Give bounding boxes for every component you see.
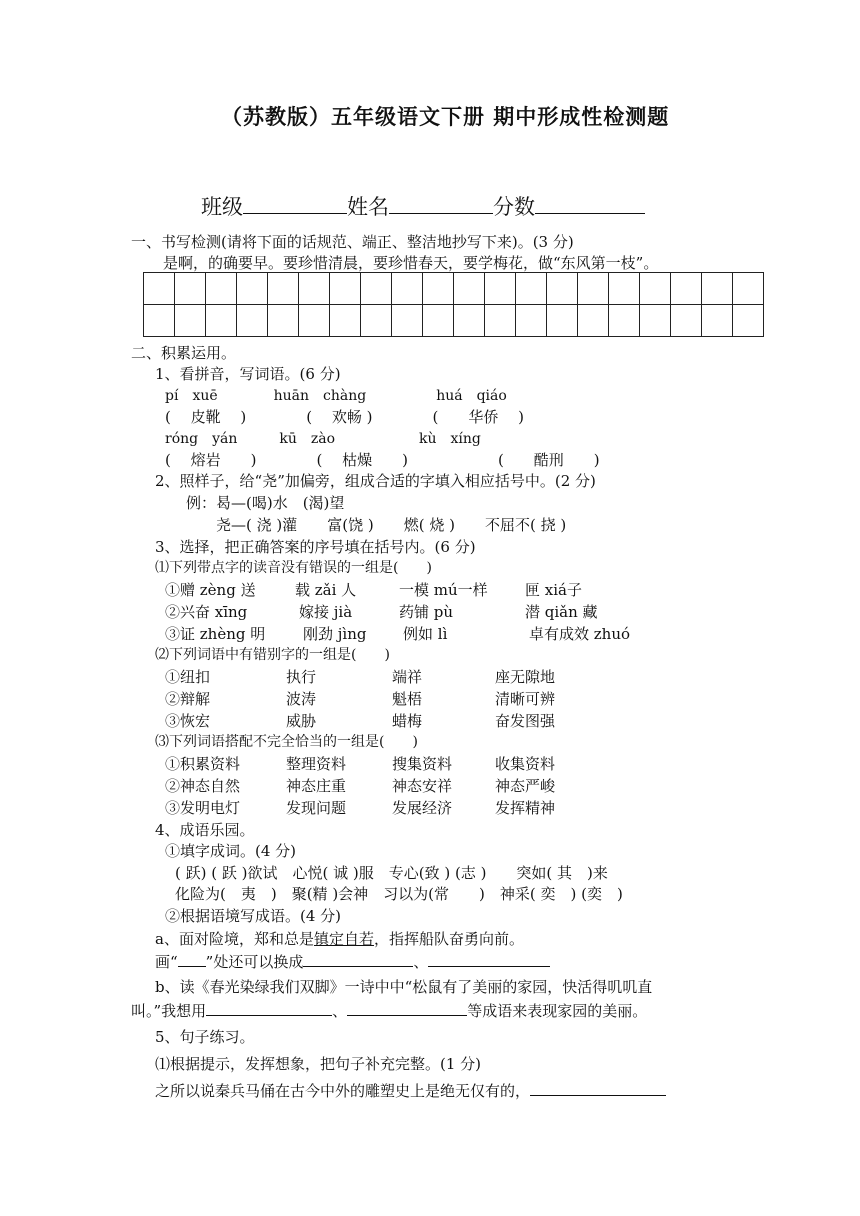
words-row-1: ( 皮靴 ) ( 欢畅 ) ( 华侨 ) (165, 408, 524, 426)
grid-cell[interactable] (485, 305, 516, 337)
grid-cell[interactable] (206, 273, 237, 305)
q5-heading: 5、句子练习。 (155, 1028, 255, 1046)
class-label: 班级 (201, 195, 243, 219)
option-cell: 神态安祥 (392, 777, 453, 795)
copy-sentence: 是啊，的确要早。要珍惜清晨，要珍惜春天，要学梅花，做“东风第一枝”。 (163, 254, 659, 272)
q4-heading: 4、成语乐园。 (155, 821, 255, 839)
grid-cell[interactable] (361, 305, 392, 337)
grid-cell[interactable] (671, 273, 702, 305)
grid-cell[interactable] (175, 273, 206, 305)
option-cell: ③恢宏 (165, 712, 211, 730)
grid-cell[interactable] (609, 273, 640, 305)
q2-example: 例：曷—(喝)水 (渴)望 (186, 494, 345, 512)
q4-b-text: 叫。”我想用 (131, 1002, 207, 1020)
q4-b-line-2 (131, 1001, 647, 1021)
q4-a-line-1 (155, 929, 524, 949)
q4-b-text: 等成语来表现家园的美丽。 (467, 1002, 648, 1020)
grid-cell[interactable] (671, 305, 702, 337)
grid-cell[interactable] (733, 305, 764, 337)
q5-sub1-heading: ⑴根据提示，发挥想象，把句子补充完整。(1 分) (155, 1055, 482, 1073)
student-info-line (201, 195, 645, 217)
q4-b-line-1: b、读《春光染绿我们双脚》一诗中中“松鼠有了美丽的家园，快活得叽叽直 (155, 978, 653, 996)
option-cell: 发现问题 (286, 799, 347, 817)
option-cell: 药铺 pù (399, 603, 454, 621)
option-cell: ①积累资料 (165, 755, 241, 773)
option-cell: 匣 xiá子 (525, 581, 582, 599)
grid-cell[interactable] (547, 273, 578, 305)
option-cell: 载 zǎi 人 (295, 581, 357, 599)
option-cell: 波涛 (286, 690, 317, 708)
q5-sentence-line (155, 1081, 666, 1101)
option-cell: 发挥精神 (495, 799, 556, 817)
grid-cell[interactable] (454, 305, 485, 337)
answer-blank[interactable] (303, 952, 413, 967)
option-cell: ③证 zhèng 明 (165, 625, 266, 643)
grid-cell[interactable] (578, 305, 609, 337)
grid-cell[interactable] (330, 273, 361, 305)
option-cell: 卓有成效 zhuó (529, 625, 631, 643)
option-cell: 神态庄重 (286, 777, 347, 795)
separator: 、 (413, 953, 429, 971)
section2-heading: 二、积累运用。 (131, 344, 237, 362)
pinyin-row-1: pí xuē huān chàng huá qiáo (165, 388, 507, 404)
option-cell: ③发明电灯 (165, 799, 241, 817)
option-cell: ②兴奋 xīng (165, 603, 248, 621)
answer-blank[interactable] (206, 1001, 332, 1016)
grid-cell[interactable] (702, 273, 733, 305)
q3-heading: 3、选择，把正确答案的序号填在括号内。(6 分) (155, 538, 476, 556)
grid-cell[interactable] (268, 273, 299, 305)
score-label: 分数 (493, 195, 535, 219)
grid-cell[interactable] (640, 305, 671, 337)
option-cell: 一模 mú一样 (399, 581, 488, 599)
option-cell: 搜集资料 (392, 755, 453, 773)
grid-row (144, 273, 764, 305)
answer-blank[interactable] (347, 1001, 467, 1016)
words-row-2: ( 熔岩 ) ( 枯燥 ) ( 酷刑 ) (165, 451, 600, 469)
name-label: 姓名 (347, 195, 389, 219)
grid-cell[interactable] (144, 273, 175, 305)
page-title: （苏教版）五年级语文下册 期中形成性检测题 (221, 104, 670, 129)
grid-cell[interactable] (206, 305, 237, 337)
q1-heading: 1、看拼音，写词语。(6 分) (155, 365, 341, 383)
option-cell: 端祥 (392, 668, 423, 686)
idiom-fill-line-2: 化险为( 夷 ) 聚(精 )会神 习以为(常 ) 神采( 奕 ) (奕 ) (175, 885, 623, 903)
grid-cell[interactable] (640, 273, 671, 305)
option-cell: 座无隙地 (495, 668, 556, 686)
q4-a-text: 画“ (155, 953, 178, 971)
q2-answer: 尧—( 浇 )灌 富(饶 ) 燃( 烧 ) 不屈不( 挠 ) (216, 516, 567, 534)
option-cell: 威胁 (286, 712, 317, 730)
grid-cell[interactable] (454, 273, 485, 305)
answer-blank[interactable] (428, 952, 550, 967)
option-cell: ①纽扣 (165, 668, 211, 686)
grid-cell[interactable] (299, 305, 330, 337)
q4-a-line-2 (155, 952, 550, 972)
q2-heading: 2、照样子，给“尧”加偏旁，组成合适的字填入相应括号中。(2 分) (155, 472, 596, 490)
q4-a-text: ，指挥船队奋勇向前。 (373, 930, 524, 948)
grid-cell[interactable] (547, 305, 578, 337)
q4-a-text: a、面对险境，郑和总是 (155, 930, 314, 948)
option-cell: 嫁接 jià (299, 603, 353, 621)
option-cell: 蜡梅 (392, 712, 423, 730)
idiom-fill-line-1: ( 跃) ( 跃 )欲试 心悦( 诚 )服 专心(致 ) (志 ) 突如( 其 )来 (175, 864, 608, 882)
grid-cell[interactable] (609, 305, 640, 337)
option-cell: ②辩解 (165, 690, 211, 708)
q4-part2-heading: ②根据语境写成语。(4 分) (165, 907, 342, 925)
option-cell: 例如 lì (403, 625, 448, 643)
score-blank[interactable] (535, 195, 645, 214)
grid-cell[interactable] (516, 273, 547, 305)
option-cell: 神态严峻 (495, 777, 556, 795)
option-cell: 魁梧 (392, 690, 423, 708)
grid-cell[interactable] (516, 305, 547, 337)
q5-sentence: 之所以说秦兵马俑在古今中外的雕塑史上是绝无仅有的， (155, 1082, 531, 1100)
grid-cell[interactable] (330, 305, 361, 337)
answer-blank[interactable] (530, 1081, 666, 1096)
writing-grid[interactable] (143, 272, 764, 337)
grid-cell[interactable] (423, 305, 454, 337)
underlined-idiom: 镇定自若 (313, 930, 374, 948)
q3-sub2-stem: ⑵下列词语中有错别字的一组是( ) (155, 647, 390, 663)
pinyin-row-2: róng yán kū zào kù xíng (165, 431, 481, 447)
separator: 、 (332, 1002, 348, 1020)
grid-cell[interactable] (237, 305, 268, 337)
grid-row (144, 305, 764, 337)
option-cell: ①赠 zèng 送 (165, 581, 256, 599)
grid-cell[interactable] (237, 273, 268, 305)
option-cell: 刚劲 jìng (303, 625, 367, 643)
q3-sub3-stem: ⑶下列词语搭配不完全恰当的一组是( ) (155, 734, 418, 750)
grid-cell[interactable] (578, 273, 609, 305)
class-blank[interactable] (243, 195, 347, 214)
option-cell: 收集资料 (495, 755, 556, 773)
option-cell: 奋发图强 (495, 712, 556, 730)
grid-cell[interactable] (702, 305, 733, 337)
grid-cell[interactable] (144, 305, 175, 337)
option-cell: 潜 qiǎn 藏 (525, 603, 598, 621)
name-blank[interactable] (389, 195, 493, 214)
grid-cell[interactable] (485, 273, 516, 305)
q4-a-text: ”处还可以换成 (205, 953, 304, 971)
grid-cell[interactable] (392, 305, 423, 337)
grid-cell[interactable] (733, 273, 764, 305)
option-cell: 清晰可辨 (495, 690, 556, 708)
option-cell: 整理资料 (286, 755, 347, 773)
quote-blank (178, 952, 206, 967)
q4-part1-heading: ①填字成词。(4 分) (165, 842, 297, 860)
option-cell: 发展经济 (392, 799, 453, 817)
option-cell: ②神态自然 (165, 777, 241, 795)
section1-heading: 一、书写检测(请将下面的话规范、端正、整洁地抄写下来)。(3 分) (131, 233, 574, 251)
grid-cell[interactable] (268, 305, 299, 337)
grid-cell[interactable] (423, 273, 454, 305)
grid-cell[interactable] (361, 273, 392, 305)
grid-cell[interactable] (392, 273, 423, 305)
grid-cell[interactable] (299, 273, 330, 305)
q3-sub1-stem: ⑴下列带点字的读音没有错误的一组是( ) (155, 560, 432, 576)
option-cell: 执行 (286, 668, 317, 686)
grid-cell[interactable] (175, 305, 206, 337)
